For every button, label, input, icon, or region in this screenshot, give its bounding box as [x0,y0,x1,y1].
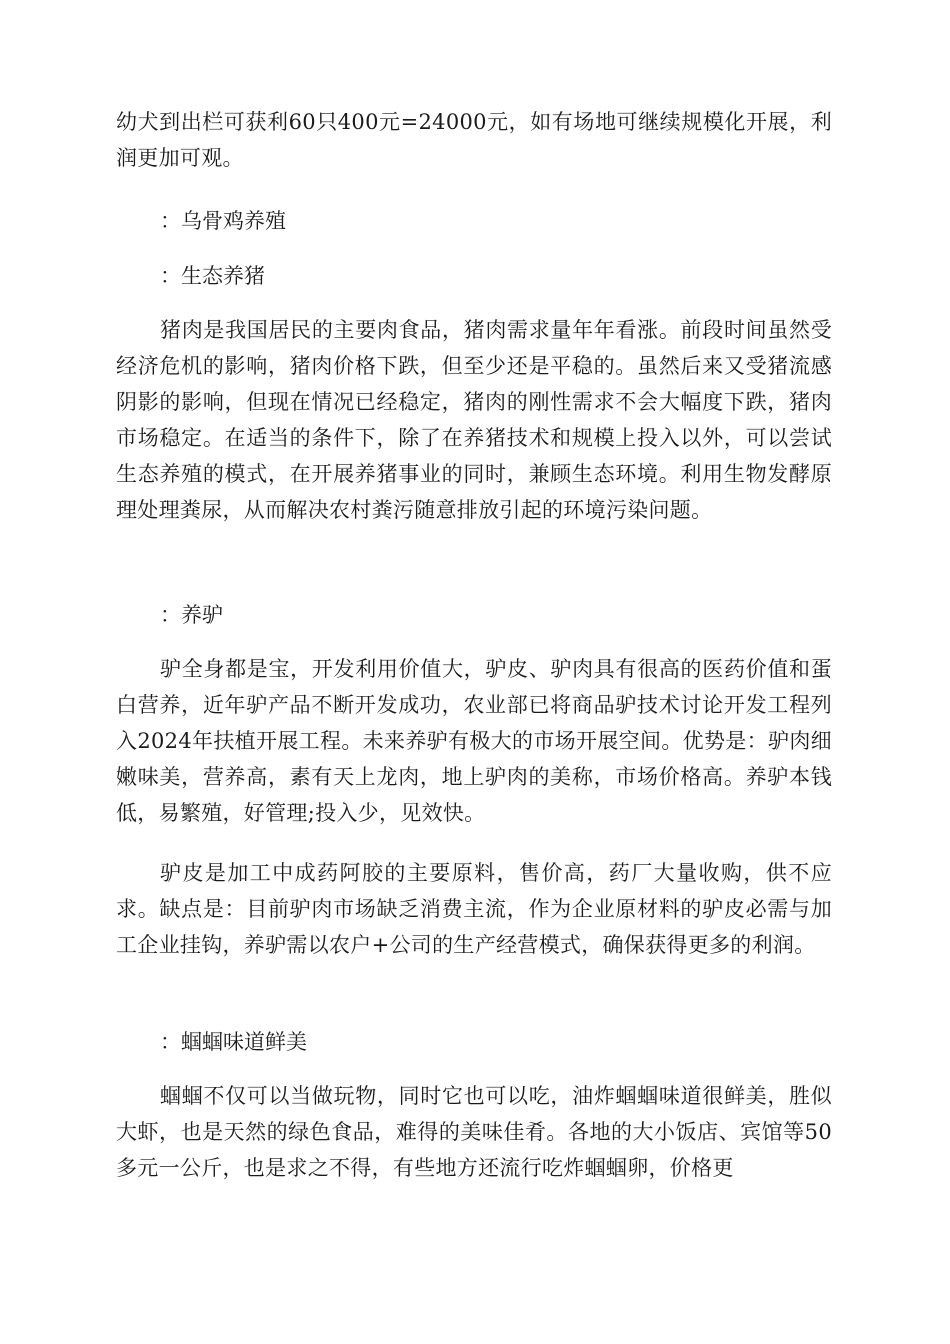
paragraph-dog-profit: 幼犬到出栏可获利60只400元=24000元，如有场地可继续规模化开展，利润更加可观。 [116,110,832,170]
heading-eco-pig: ：生态养猪 [160,264,265,288]
paragraph-katydid: 蝈蝈不仅可以当做玩物，同时它也可以吃，油炸蝈蝈味道很鲜美，胜似大虾，也是天然的绿色食品，难得的美味佳肴。各地的大小饭店、宾馆等50多元一公斤，也是求之不得，有些地方还流行吃炸蝈蝈卵，价格更 [116,1084,832,1180]
heading-katydid: ：蝈蝈味道鲜美 [160,1030,307,1054]
heading-donkey: ：养驴 [160,603,223,627]
paragraph-donkey-advantages: 驴全身都是宝，开发利用价值大，驴皮、驴肉具有很高的医药价值和蛋白营养，近年驴产品不断开发成功，农业部已将商品驴技术讨论开发工程列入2024年扶植开展工程。未来养驴有极大的市场开展空间。优势是：驴肉细嫩味美，营养高，素有天上龙肉，地上驴肉的美称，市场价格高。养驴本钱低，易繁殖，好管理;投入少，见效快。 [116,657,832,825]
paragraph-pig-farming: 猪肉是我国居民的主要肉食品，猪肉需求量年年看涨。前段时间虽然受经济危机的影响，猪肉价格下跌，但至少还是平稳的。虽然后来又受猪流感阴影的影响，但现在情况已经稳定，猪肉的刚性需求不会大幅度下跌，猪肉市场稳定。在适当的条件下，除了在养猪技术和规模上投入以外，可以尝试生态养殖的模式，在开展养猪事业的同时，兼顾生态环境。利用生物发酵原理处理粪尿，从而解决农村粪污随意排放引起的环境污染问题。 [116,318,832,522]
heading-black-chicken: ：乌骨鸡养殖 [160,209,286,233]
paragraph-donkey-skin: 驴皮是加工中成药阿胶的主要原料，售价高，药厂大量收购，供不应求。缺点是：目前驴肉市场缺乏消费主流，作为企业原材料的驴皮必需与加工企业挂钩，养驴需以农户+公司的生产经营模式，确保获得更多的利润。 [116,861,832,957]
